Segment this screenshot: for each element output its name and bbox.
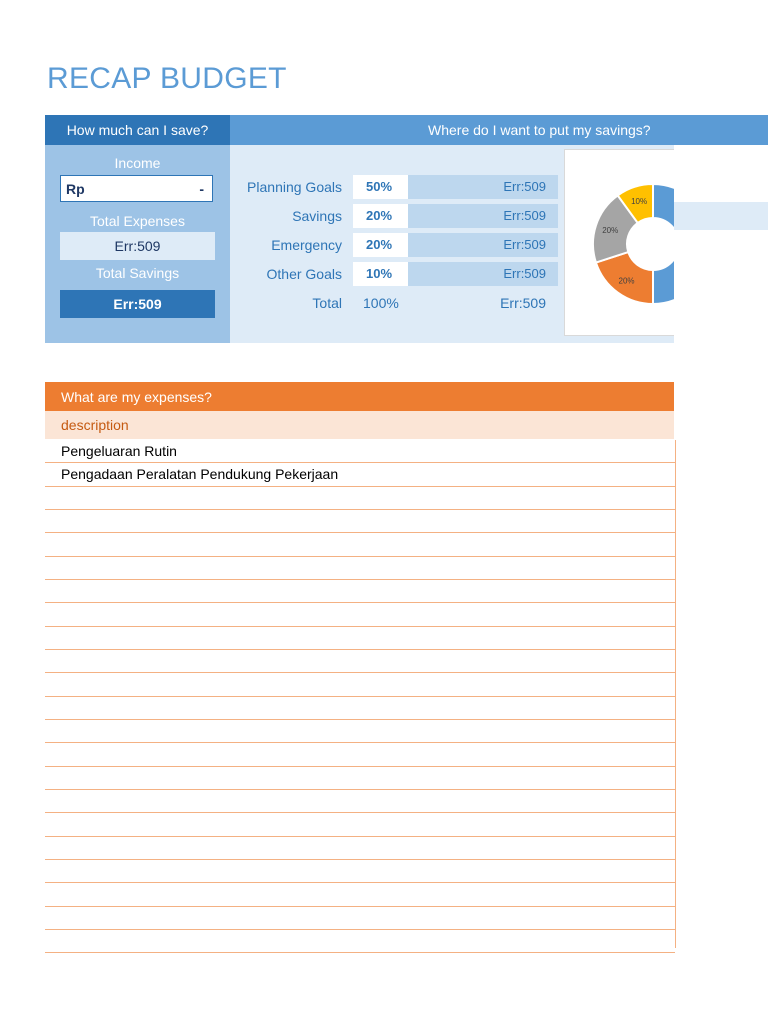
table-row[interactable]	[45, 883, 675, 906]
table-row[interactable]	[45, 650, 675, 673]
table-row[interactable]	[45, 627, 675, 650]
alloc-pct-cell[interactable]: 20%	[353, 233, 408, 257]
expenses-table	[45, 440, 676, 948]
savings-header	[230, 115, 768, 145]
total-expenses-value[interactable]: Err:509	[60, 232, 215, 260]
alloc-pct-cell[interactable]: 20%	[353, 204, 408, 228]
table-row[interactable]: Pengadaan Peralatan Pendukung Pekerjaan	[45, 463, 675, 486]
total-savings-label: Total Savings	[95, 265, 180, 281]
table-row[interactable]	[45, 603, 675, 626]
save-header	[45, 115, 230, 145]
table-row[interactable]: Pengeluaran Rutin	[45, 440, 675, 463]
table-row[interactable]	[45, 580, 675, 603]
table-row[interactable]	[45, 720, 675, 743]
table-row[interactable]	[45, 907, 675, 930]
income-label: Income	[114, 155, 161, 171]
income-currency: Rp	[66, 180, 85, 197]
donut-slice-planning-goals	[653, 184, 674, 304]
expenses-header	[45, 382, 674, 411]
table-row[interactable]	[45, 743, 675, 766]
alloc-amount-cell[interactable]: Err:509	[408, 262, 558, 286]
donut-svg	[565, 150, 674, 336]
total-savings-value[interactable]: Err:509	[60, 290, 215, 318]
alloc-label: Planning Goals	[247, 179, 342, 195]
savings-header-label: Where do I want to put my savings?	[428, 122, 651, 138]
table-row[interactable]	[45, 557, 675, 580]
alloc-amount-cell[interactable]: Err:509	[408, 204, 558, 228]
chart-side-strip	[674, 202, 768, 230]
table-row[interactable]	[45, 697, 675, 720]
donut-data-label: 10%	[631, 197, 648, 207]
table-row[interactable]	[45, 813, 675, 836]
table-row[interactable]	[45, 533, 675, 556]
table-row[interactable]	[45, 673, 675, 696]
save-header-label: How much can I save?	[66, 122, 209, 138]
alloc-pct-cell[interactable]: 50%	[353, 175, 408, 199]
total-expenses-label: Total Expenses	[90, 213, 185, 229]
alloc-amount-cell[interactable]: Err:509	[408, 175, 558, 199]
total-amount: Err:509	[500, 295, 546, 311]
table-row[interactable]	[45, 487, 675, 510]
total-label: Total	[312, 295, 342, 311]
alloc-pct-cell[interactable]: 10%	[353, 262, 408, 286]
total-pct: 100%	[363, 295, 399, 311]
table-row[interactable]	[45, 860, 675, 883]
alloc-label: Other Goals	[266, 266, 342, 282]
alloc-amount-cell[interactable]: Err:509	[408, 233, 558, 257]
savings-donut-chart	[564, 149, 674, 336]
alloc-label: Savings	[292, 208, 342, 224]
table-row[interactable]	[45, 510, 675, 533]
table-row[interactable]	[45, 767, 675, 790]
table-row[interactable]	[45, 837, 675, 860]
donut-data-label: 20%	[618, 276, 635, 286]
income-value: -	[199, 180, 204, 197]
expenses-header-label: What are my expenses?	[61, 388, 212, 405]
donut-data-label: 20%	[602, 226, 619, 236]
table-row[interactable]	[45, 790, 675, 813]
table-row[interactable]	[45, 930, 675, 953]
description-column-label: description	[61, 417, 129, 433]
expenses-column-header	[45, 411, 674, 439]
income-input[interactable]	[60, 175, 213, 202]
page-title: RECAP BUDGET	[47, 62, 287, 95]
alloc-label: Emergency	[271, 237, 342, 253]
